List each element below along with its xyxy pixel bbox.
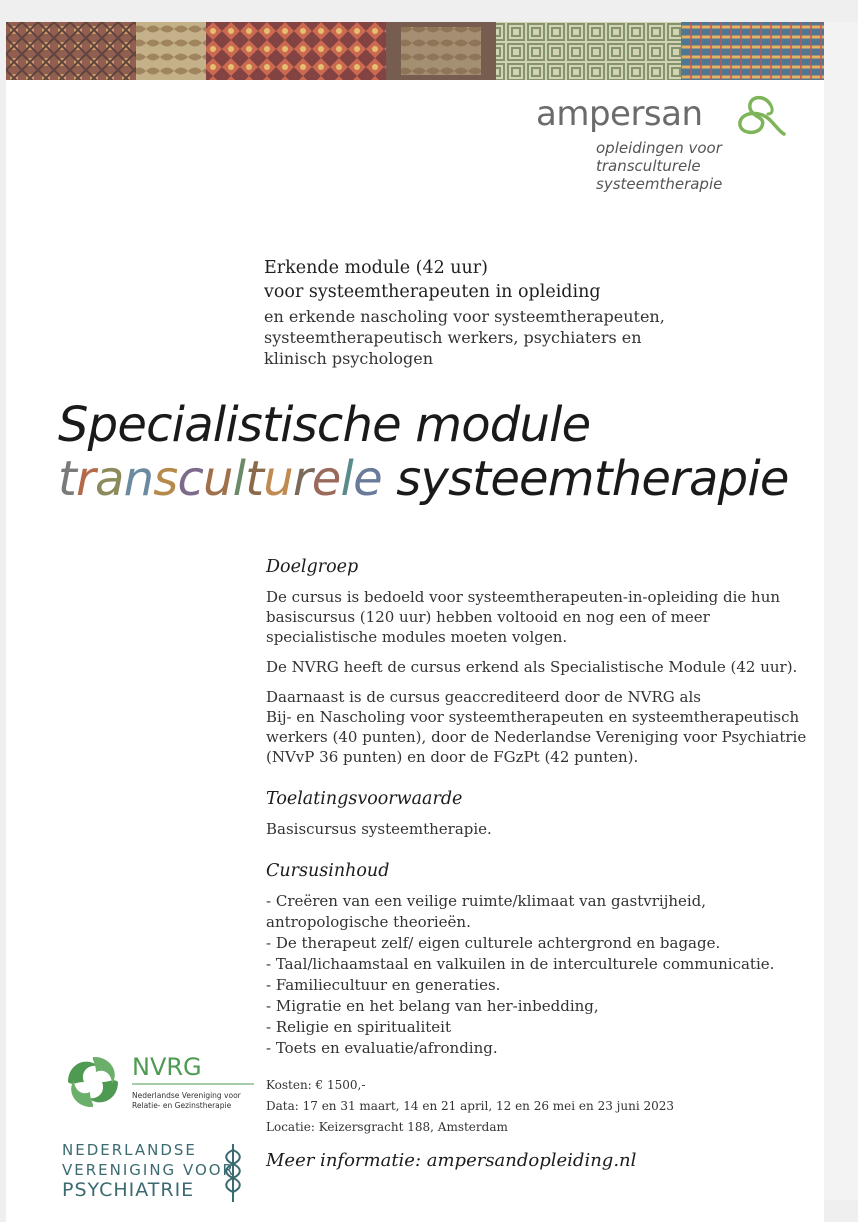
logo-tagline-line-1: opleidingen voor [596,139,722,157]
title-colored-letter: r [292,451,312,507]
title-colored-letter: s [153,451,178,507]
list-item: antropologische theorieën. [266,913,471,931]
title-colored-letter: u [203,451,233,507]
title-colored-letter: t [58,451,77,507]
document-page [6,22,824,1222]
nvrg-logo [58,1042,258,1122]
kosten-text: Kosten: € 1500,- [266,1078,366,1092]
list-item: - Toets en evaluatie/afronding. [266,1039,498,1057]
list-item: - Taal/lichaamstaal en valkuilen in de interculturele communicatie. [266,955,775,973]
doelgroep-paragraph-2: De NVRG heeft de cursus erkend als Specialistische Module (42 uur). [266,658,798,676]
title-colored-letter: c [177,451,204,507]
nvvp-line-3: PSYCHIATRIE [62,1179,195,1201]
nvvp-line-2: VERENIGING VOOR [62,1161,235,1179]
doelgroep-p3-line-2: Bij- en Nascholing voor systeemtherapeuten en systeemtherapeutisch [266,708,800,726]
title-colored-letter: a [94,451,124,507]
intro-block [264,256,744,369]
title-colored-letter: r [76,451,95,507]
doelgroep-paragraph-1 [266,587,826,647]
title-colored-letter: u [263,451,293,507]
more-info-link[interactable]: Meer informatie: ampersandopleiding.nl [266,1150,637,1171]
data-text: Data: 17 en 31 maart, 14 en 21 april, 12 en 26 mei en 23 juni 2023 [266,1099,675,1113]
nvvp-line-1: NEDERLANDSE [62,1141,197,1159]
intro-text [264,306,744,369]
intro-line-3: klinisch psychologen [264,349,434,368]
list-item: - De therapeut zelf/ eigen culturele achtergrond en bagage. [266,934,721,952]
page-edge [824,22,858,1200]
doelgroep-p1-line-2: basiscursus (120 uur) hebben voltooid en nog een of meer [266,608,710,626]
cursusinhoud-list [266,891,826,1059]
doelgroep-p3-line-1: Daarnaast is de cursus geaccrediteerd door de NVRG als [266,688,701,706]
section-heading-doelgroep: Doelgroep [266,557,359,577]
title-colored-letter: n [123,451,154,507]
nvvp-text [62,1140,235,1200]
list-item: - Migratie en het belang van her-inbedding, [266,997,599,1015]
logo-tagline [596,139,826,193]
section-heading-toelating: Toelatingsvoorwaarde [266,789,463,809]
intro-line-1: en erkende nascholing voor systeemtherapeuten, [264,307,665,326]
title-line-2-rest: systeemtherapie [381,451,789,507]
title-colored-letter: e [311,451,341,507]
section-heading-cursusinhoud: Cursusinhoud [266,861,390,881]
title-colored-word [58,451,382,507]
intro-heading-2: voor systeemtherapeuten in opleiding [264,282,601,302]
nvrg-abbr: NVRG [132,1053,202,1081]
title-colored-letter: l [340,451,354,507]
title-line-2 [58,452,818,506]
content-column [266,555,826,1171]
logo-wordmark: ampersan [536,94,703,134]
banner-pattern-image [6,22,824,80]
doelgroep-p1-line-3: specialistische modules moeten volgen. [266,628,568,646]
caduceus-icon [220,1142,246,1204]
intro-heading-1: Erkende module (42 uur) [264,258,489,278]
nvrg-subtitle-1: Nederlandse Vereniging voor [132,1091,241,1100]
page-title [58,398,818,506]
intro-line-2: systeemtherapeutisch werkers, psychiaters en [264,328,642,347]
nvrg-subtitle-2: Relatie- en Gezinstherapie [132,1101,232,1110]
ampersand-symbol-icon [726,92,786,142]
list-item: - Religie en spiritualiteit [266,1018,451,1036]
nvrg-emblem-icon [58,1042,258,1122]
doelgroep-p3-line-3: werkers (40 punten), door de Nederlandse Vereniging voor Psychiatrie [266,728,807,746]
title-colored-letter: e [353,451,382,507]
doelgroep-p1-line-1: De cursus is bedoeld voor systeemtherapeuten-in-opleiding die hun [266,588,781,606]
logo-tagline-line-2: transculturele systeemtherapie [596,157,723,193]
toelating-text: Basiscursus systeemtherapie. [266,820,492,838]
title-line-1: Specialistische module [58,397,591,453]
title-colored-letter: t [245,451,264,507]
list-item: - Creëren van een veilige ruimte/klimaat van gastvrijheid, [266,892,707,910]
doelgroep-paragraph-3 [266,687,826,767]
doelgroep-p3-line-4: (NVvP 36 punten) en door de FGzPt (42 punten). [266,748,639,766]
title-colored-letter: l [232,451,246,507]
decorative-banner [6,22,824,80]
list-item: - Familiecultuur en generaties. [266,976,501,994]
locatie-text: Locatie: Keizersgracht 188, Amsterdam [266,1120,508,1134]
